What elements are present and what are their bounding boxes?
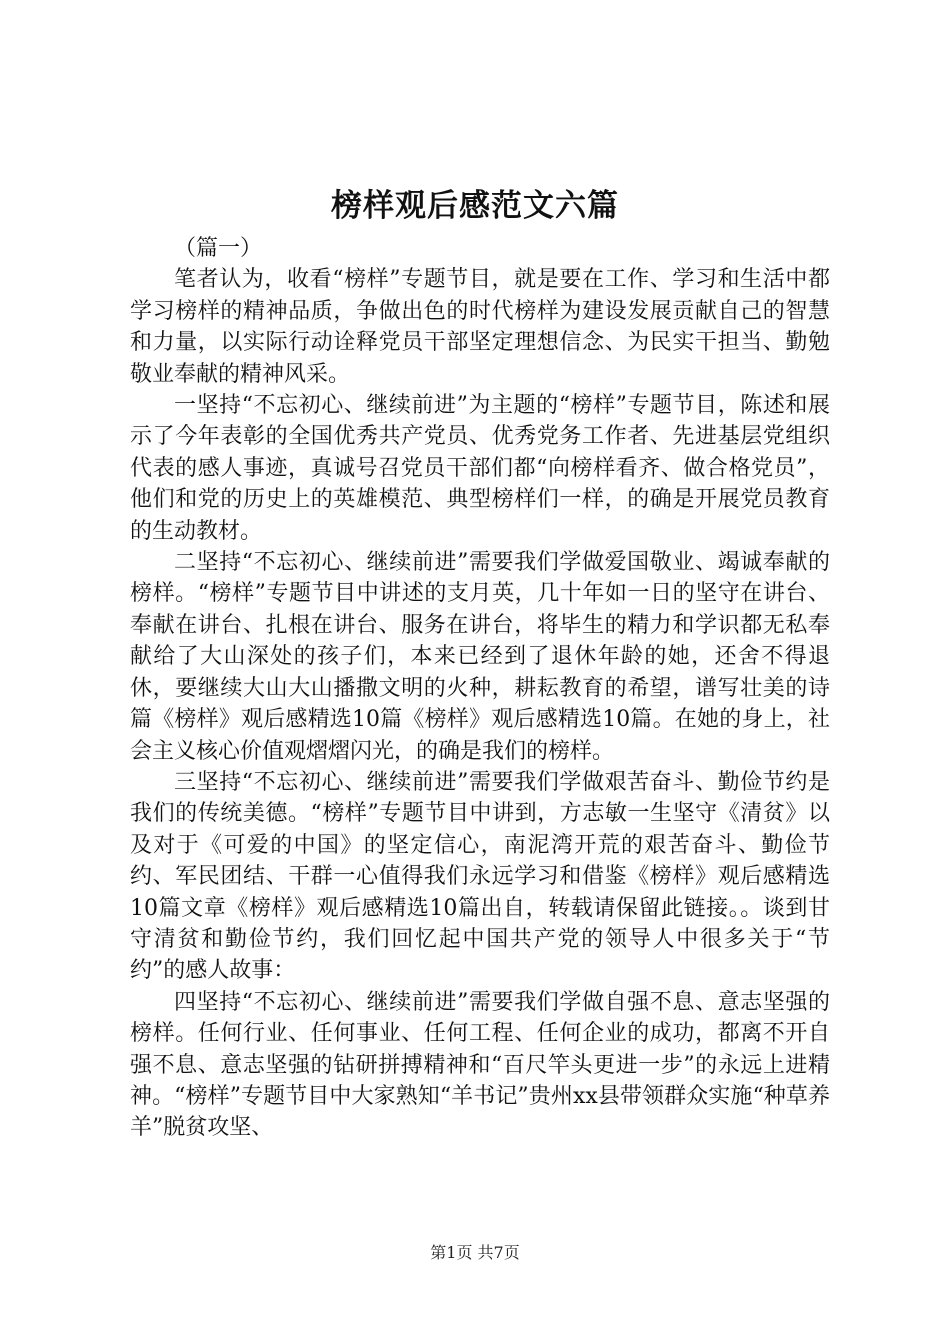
- paragraph-point-four: 四坚持“不忘初心、继续前进”需要我们学做自强不息、意志坚强的榜样。任何行业、任何事业、任何工程、任何企业的成功，都离不开自强不息、意志坚强的钻研拼搏精神和“百尺竿头更进一步”的永远上进精神。“榜样”专题节目中大家熟知“羊书记”贵州xx县带领群众实施“种草养羊”脱贫攻坚、: [130, 989, 830, 1141]
- paragraph-point-three: 三坚持“不忘初心、继续前进”需要我们学做艰苦奋斗、勤俭节约是我们的传统美德。“榜样”专题节目中讲到，方志敏一生坚守《清贫》以及对于《可爱的中国》的坚定信心，南泥湾开荒的艰苦奋斗、勤俭节约、军民团结、干群一心值得我们永远学习和借鉴《榜样》观后感精选10篇文章《榜样》观后感精选10篇出自，转载请保留此链接。。谈到甘守清贫和勤俭节约，我们回忆起中国共产党的领导人中很多关于“节约”的感人故事：: [130, 769, 830, 984]
- document-body: [130, 233, 830, 1144]
- section-label: （篇一）: [174, 236, 263, 261]
- document-title: 榜样观后感范文六篇: [331, 188, 619, 224]
- paragraph-point-two: 二坚持“不忘初心、继续前进”需要我们学做爱国敬业、竭诚奉献的榜样。“榜样”专题节目中讲述的支月英，几十年如一日的坚守在讲台、奉献在讲台、扎根在讲台、服务在讲台，将毕生的精力和学识都无私奉献给了大山深处的孩子们，本来已经到了退休年龄的她，还舍不得退休，要继续大山大山播撒文明的火种，耕耘教育的希望，谱写壮美的诗篇《榜样》观后感精选10篇《榜样》观后感精选10篇。在她的身上，社会主义核心价值观熠熠闪光，的确是我们的榜样。: [130, 550, 830, 764]
- paragraph-intro: 笔者认为，收看“榜样”专题节目，就是要在工作、学习和生活中都学习榜样的精神品质，争做出色的时代榜样为建设发展贡献自己的智慧和力量，以实际行动诠释党员干部坚定理想信念、为民实干担当、勤勉敬业奉献的精神风采。: [130, 267, 830, 387]
- page-footer: 第1页 共7页: [430, 1243, 520, 1262]
- paragraph-point-one: 一坚持“不忘初心、继续前进”为主题的“榜样”专题节目，陈述和展示了今年表彰的全国优秀共产党员、优秀党务工作者、先进基层党组织代表的感人事迹，真诚号召党员干部们都“向榜样看齐、做合格党员”，他们和党的历史上的英雄模范、典型榜样们一样，的确是开展党员教育的生动教材。: [130, 393, 830, 544]
